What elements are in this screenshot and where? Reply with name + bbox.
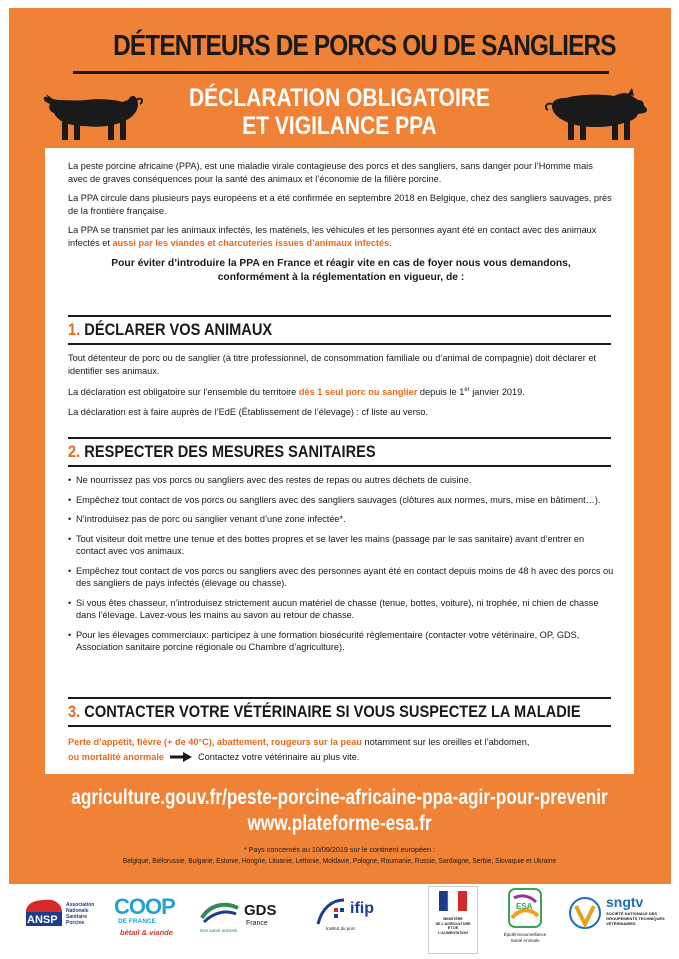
- section-1-p2-sup: er: [464, 387, 470, 393]
- ministere-line-1: MINISTÈRE: [443, 917, 463, 921]
- intro-paragraph-1: La peste porcine africaine (PPA), est une maladie virale contagieuse des porcs et des sangliers, sans danger pour l’Homme mais avec de graves conséquences pour la santé des animaux et l’économie de la filière porcine.: [68, 161, 593, 184]
- list-item: • Ne nourrissez pas vos porcs ou sangliers avec des restes de repas ou autres déchets de cuisine.: [68, 474, 614, 487]
- boar-icon: [540, 86, 650, 146]
- section-1-p2-mid: depuis le 1: [417, 387, 465, 398]
- ministere-logo: [428, 886, 478, 954]
- intro-highlight: aussi par les viandes et charcuteries issues d’animaux infectés: [112, 237, 390, 248]
- section-2-title: [68, 442, 376, 462]
- list-item: • Empêchez tout contact de vos porcs ou sangliers avec des personnes ayant été en contact depuis moins de 48 h avec des porcs ou des sangliers de pays infectés (élevage ou chasse).: [68, 565, 614, 590]
- list-item: • N’introduisez pas de porc ou sanglier venant d’une zone infectée*.: [68, 513, 614, 526]
- section-1-paragraph-3: La déclaration est à faire auprès de l’EdE (Établissement de l’élevage) : cf liste au verso.: [68, 406, 429, 417]
- measures-list: [68, 474, 614, 654]
- sngtv-sub-1: SOCIÉTÉ NATIONALE DES: [606, 911, 658, 916]
- ministere-line-4: L’ALIMENTATION: [438, 930, 468, 935]
- section-1-highlight: dès 1 seul porc ou sanglier: [298, 387, 418, 398]
- intro-paragraph-3-start: La PPA se transmet par les animaux infectés, les matériels, les véhicules et les personnes ayant été en contact avec des animaux infectés et: [68, 225, 597, 248]
- sngtv-sub-2: GROUPEMENTS TECHNIQUES: [606, 916, 665, 921]
- gds-logo: [200, 898, 290, 942]
- ansp-sub-4: Porcine: [66, 920, 85, 926]
- intro-paragraph-3-end: .: [389, 237, 392, 248]
- footnote-title: * Pays concernés au 10/09/2019 sur le continent européen :: [244, 845, 435, 854]
- link-plateforme-esa[interactable]: www.plateforme-esa.fr: [247, 812, 432, 835]
- intro-paragraph-2: La PPA circule dans plusieurs pays européens et a été confirmée en septembre 2018 en Belgique, chez des sangliers sauvages, près de la frontière française.: [68, 193, 612, 216]
- coop-main: COOP: [114, 894, 175, 919]
- ifip-logo: [316, 898, 412, 942]
- list-item: • Tout visiteur doit mettre une tenue et des bottes propres et se laver les mains (passage par le sas sanitaire) avant d’entrer en contact avec vos animaux.: [68, 533, 614, 558]
- list-item: • Si vous êtes chasseur, n’introduisez strictement aucun matériel de chasse (tenue, bottes, voiture), ni trophée, ni chien de chasse dans l’élevage. Lavez-vous les mains au savon au retour de chasse.: [68, 597, 614, 622]
- ifip-sub: Institut du porc: [326, 926, 356, 931]
- subtitle-line-2: ET VIGILANCE PPA: [242, 112, 437, 140]
- sngtv-sub: [606, 911, 665, 926]
- call-line-2: conformément à la réglementation en vigueur, de :: [217, 272, 465, 283]
- footnote-countries: Belgique, Biélorussie, Bulgarie, Estonie, Hongrie, Lituanie, Lettonie, Moldavie, Pologne, Roumanie, Russie, Sardaigne, Serbie, Slovaquie et Ukraine: [122, 856, 557, 865]
- section-1-paragraph-1: Tout détenteur de porc ou de sanglier (à titre professionnel, de consommation familiale ou d’animal de compagnie) doit déclarer et identifier ses animaux.: [68, 353, 597, 376]
- symptoms-highlight: Perte d’appétit, fièvre (+ de 40°C), abattement, rougeurs sur la peau: [68, 737, 362, 747]
- gds-text: GDS: [244, 902, 277, 919]
- intro-block: [68, 160, 614, 285]
- title-underline: [73, 71, 609, 74]
- section-2-title-text: RESPECTER DES MESURES SANITAIRES: [84, 442, 376, 461]
- section-2-body: [68, 474, 614, 661]
- section-3-header: [68, 697, 611, 727]
- gds-tag: Des santé animale: [200, 928, 238, 933]
- section-1-title: [68, 320, 272, 340]
- call-line-1: Pour éviter d’introduire la PPA en France et réagir vite en cas de foyer nous vous demandons,: [111, 258, 571, 269]
- ansp-sub-3: Sanitaire: [66, 914, 88, 920]
- section-1-p2-end: janvier 2019.: [469, 387, 525, 398]
- ifip-text: ifip: [350, 900, 374, 917]
- subtitle-line-1: DÉCLARATION OBLIGATOIRE: [188, 84, 490, 112]
- sngtv-logo: [568, 894, 668, 944]
- gds-swoosh-icon: [200, 900, 240, 924]
- esa-logo: [492, 888, 558, 952]
- coop-logo: [112, 894, 184, 946]
- section-1-body: [68, 352, 614, 425]
- list-item: • Empêchez tout contact de vos porcs ou sangliers avec des sangliers sauvages (clôtures aux normes, murs, mise en bâtiment…).: [68, 494, 614, 507]
- symptoms-text: notamment sur les oreilles et l’abdomen,: [361, 737, 530, 747]
- link-agriculture[interactable]: agriculture.gouv.fr/peste-porcine-africaine-ppa-agir-pour-prevenir: [71, 786, 608, 809]
- ministere-text: [431, 917, 475, 935]
- gds-sub: France: [246, 920, 268, 927]
- esa-text: ESA: [516, 902, 533, 911]
- coop-tag: bétail & viande: [120, 928, 173, 937]
- section-1-p2-start: La déclaration est obligatoire sur l’ensemble du territoire: [68, 387, 299, 398]
- sngtv-text: sngtv: [606, 894, 644, 910]
- section-3-title: [68, 702, 581, 722]
- sngtv-sub-3: VÉTÉRINAIRES: [606, 921, 636, 926]
- call-to-action: [68, 257, 614, 285]
- partner-logos: [0, 884, 679, 959]
- coop-sub: DE FRANCE: [118, 918, 156, 925]
- contact-text: Contactez votre vétérinaire au plus vite.: [197, 751, 360, 762]
- contact-line: [68, 751, 614, 764]
- section-3-title-text: CONTACTER VOTRE VÉTÉRINAIRE SI VOUS SUSPECTEZ LA MALADIE: [84, 702, 581, 721]
- ansp-logo: [24, 896, 104, 946]
- esa-sub: [492, 932, 558, 943]
- ansp-sub-1: Association: [66, 902, 95, 908]
- section-1-header: [68, 315, 611, 345]
- intro-paragraph-3: [68, 224, 614, 249]
- section-3-number: 3.: [68, 702, 81, 721]
- ansp-sub-2: Nationale: [66, 908, 89, 914]
- esa-sub-2: Santé Animale: [510, 937, 540, 943]
- section-1-paragraph-2: [68, 384, 614, 399]
- ministere-line-2: DE L’AGRICULTURE: [435, 921, 471, 926]
- arrow-right-icon: [170, 752, 192, 762]
- marianne-flag-icon: [439, 891, 467, 911]
- section-3-body: [68, 736, 614, 763]
- ifip-mark-icon: [316, 898, 346, 926]
- section-1-number: 1.: [68, 320, 81, 339]
- section-2-number: 2.: [68, 442, 81, 461]
- page-title: DÉTENTEURS DE PORCS OU DE SANGLIERS: [113, 30, 616, 62]
- ansp-subtext: [66, 902, 94, 926]
- pig-icon: [40, 86, 150, 146]
- mortality-highlight: ou mortalité anormale: [68, 751, 164, 762]
- symptoms-line: [68, 736, 614, 749]
- list-item: • Pour les élevages commerciaux: participez à une formation biosécurité règlementaire (contacter votre vétérinaire, OP, GDS, Association sanitaire porcine régionale ou Chambre d’agriculture).: [68, 629, 614, 654]
- section-1-title-text: DÉCLARER VOS ANIMAUX: [84, 320, 273, 339]
- sngtv-mark-icon: [568, 896, 602, 930]
- section-2-header: [68, 437, 611, 467]
- ansp-text: ANSP: [27, 914, 58, 926]
- ministere-line-3: ET DE: [447, 926, 459, 931]
- esa-sub-1: Épidémiosurveillance: [503, 932, 547, 937]
